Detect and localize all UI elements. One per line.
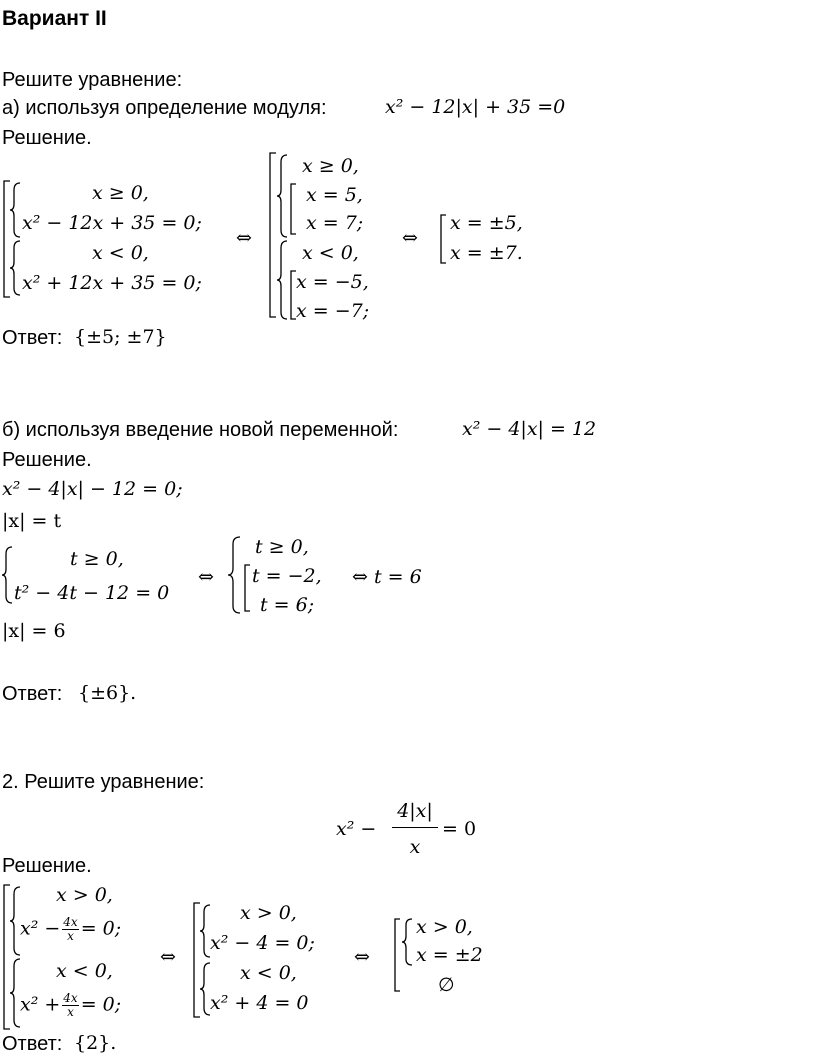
task2-sys2-line3: x < 0,	[240, 962, 297, 984]
task2-sys1-line4-pre: x² +	[20, 993, 61, 1016]
part-a-sys2-bracket-1	[290, 183, 298, 235]
task1-prompt: Решите уравнение:	[2, 69, 183, 91]
task2-equation	[336, 800, 496, 860]
part-b-sys2-line3: t = 6;	[260, 594, 315, 616]
task2-sys3-brace	[402, 918, 414, 966]
part-a-sys2-line4: x < 0,	[302, 242, 359, 264]
task2-equation-left: x² −	[336, 818, 377, 840]
task2-equiv-1: ⇔	[160, 946, 176, 968]
task2-sys2-line1: x > 0,	[240, 902, 297, 924]
part-a-sys2-line1: x ≥ 0,	[302, 155, 359, 177]
part-a-sys2-brace-1	[277, 154, 289, 238]
task2-sys3-line2: x = ±2	[416, 944, 483, 966]
task2-sys1-line2-num: 4x	[63, 915, 78, 929]
part-b-substitution: |x| = t	[2, 510, 62, 532]
part-a-sys1-line4: x² + 12x + 35 = 0;	[22, 272, 202, 294]
part-a-sys1-line1: x ≥ 0,	[92, 182, 149, 204]
task2-sys1-line2-fraction	[62, 916, 78, 942]
part-b-equation: x² − 4|x| = 12	[462, 418, 597, 440]
part-b-result: ⇔ t = 6	[352, 566, 422, 588]
part-b-sys1-line2: t² − 4t − 12 = 0	[14, 582, 170, 604]
task2-sys3-empty-set: ∅	[438, 974, 455, 996]
part-a-label: а) используя определение модуля:	[2, 97, 327, 119]
part-a-answer-value: {±5; ±7}	[74, 326, 167, 348]
part-a-sys3-bracket	[440, 214, 448, 264]
task2-equation-denominator: x	[409, 836, 421, 858]
task2-sys1-line1: x > 0,	[56, 884, 113, 906]
task2-equation-right: = 0	[442, 818, 477, 840]
task2-sys3-line1: x > 0,	[416, 916, 473, 938]
part-b-step1: x² − 4|x| − 12 = 0;	[2, 478, 183, 500]
part-a-sys1-line3: x < 0,	[92, 242, 149, 264]
part-a-solution-label: Решение.	[2, 127, 92, 149]
part-a-sys2-line3: x = 7;	[306, 212, 364, 234]
part-a-sys2-line5: x = −5,	[296, 271, 369, 293]
part-b-sys2-line2: t = −2,	[252, 565, 322, 587]
task2-fraction-bar	[392, 827, 438, 828]
part-a-sys2-brace-2	[277, 240, 289, 320]
part-b-equiv: ⇔	[198, 566, 214, 588]
part-b-sys1-line1: t ≥ 0,	[70, 548, 124, 570]
part-b-solution-label: Решение.	[2, 449, 92, 471]
part-b-answer-label: Ответ:	[2, 683, 63, 705]
task2-sys1-line2-den: x	[67, 928, 74, 943]
task2-sys1-line4	[20, 992, 121, 1018]
part-a-equation: x² − 12|x| + 35 =0	[385, 96, 566, 118]
part-a-sys3-line2: x = ±7.	[450, 242, 523, 264]
task2-sys1-line4-post: = 0;	[80, 993, 122, 1016]
task2-answer-label: Ответ:	[2, 1033, 63, 1055]
task2-equation-numerator: 4|x|	[397, 800, 433, 822]
part-b-sys2-bracket	[244, 564, 252, 612]
task2-equiv-2: ⇔	[354, 946, 370, 968]
part-a-sys3-line1: x = ±5,	[450, 212, 523, 234]
task2-sys1-line2-post: = 0;	[80, 917, 122, 940]
task2-prompt: 2. Решите уравнение:	[2, 771, 205, 793]
part-b-label: б) используя введение новой переменной:	[2, 419, 399, 441]
task2-sys1-line3: x < 0,	[56, 960, 113, 982]
task2-answer-value: {2}.	[74, 1032, 117, 1054]
part-a-sys1-brace-2	[10, 240, 22, 296]
task2-sys1-line4-num: 4x	[63, 991, 78, 1005]
page-title: Вариант II	[2, 7, 107, 30]
part-b-answer-value: {±6}.	[78, 682, 137, 704]
task2-sys1-line2-pre: x² −	[20, 917, 61, 940]
part-a-sys1-brace-1	[10, 182, 22, 238]
part-b-sys2-line1: t ≥ 0,	[255, 536, 309, 558]
part-b-sys2-brace	[228, 536, 242, 614]
part-a-sys2-line6: x = −7;	[296, 300, 370, 322]
part-b-sys1-brace	[2, 546, 14, 604]
part-a-sys1-line2: x² − 12x + 35 = 0;	[22, 212, 202, 234]
task2-solution-label: Решение.	[2, 855, 92, 877]
task2-sys1-line4-fraction	[62, 992, 78, 1018]
part-a-equiv-1: ⇔	[236, 227, 252, 249]
task2-sys2-line4: x² + 4 = 0	[210, 992, 309, 1014]
task2-sys1-line4-den: x	[67, 1004, 74, 1019]
task2-sys2-line2: x² − 4 = 0;	[210, 932, 315, 954]
part-a-answer-label: Ответ:	[2, 327, 63, 349]
part-a-equiv-2: ⇔	[402, 227, 418, 249]
part-b-back-substitution: |x| = 6	[2, 620, 66, 642]
part-a-sys2-line2: x = 5,	[306, 184, 363, 206]
task2-sys3-bracket	[394, 918, 402, 992]
task2-sys1-line2	[20, 916, 121, 942]
